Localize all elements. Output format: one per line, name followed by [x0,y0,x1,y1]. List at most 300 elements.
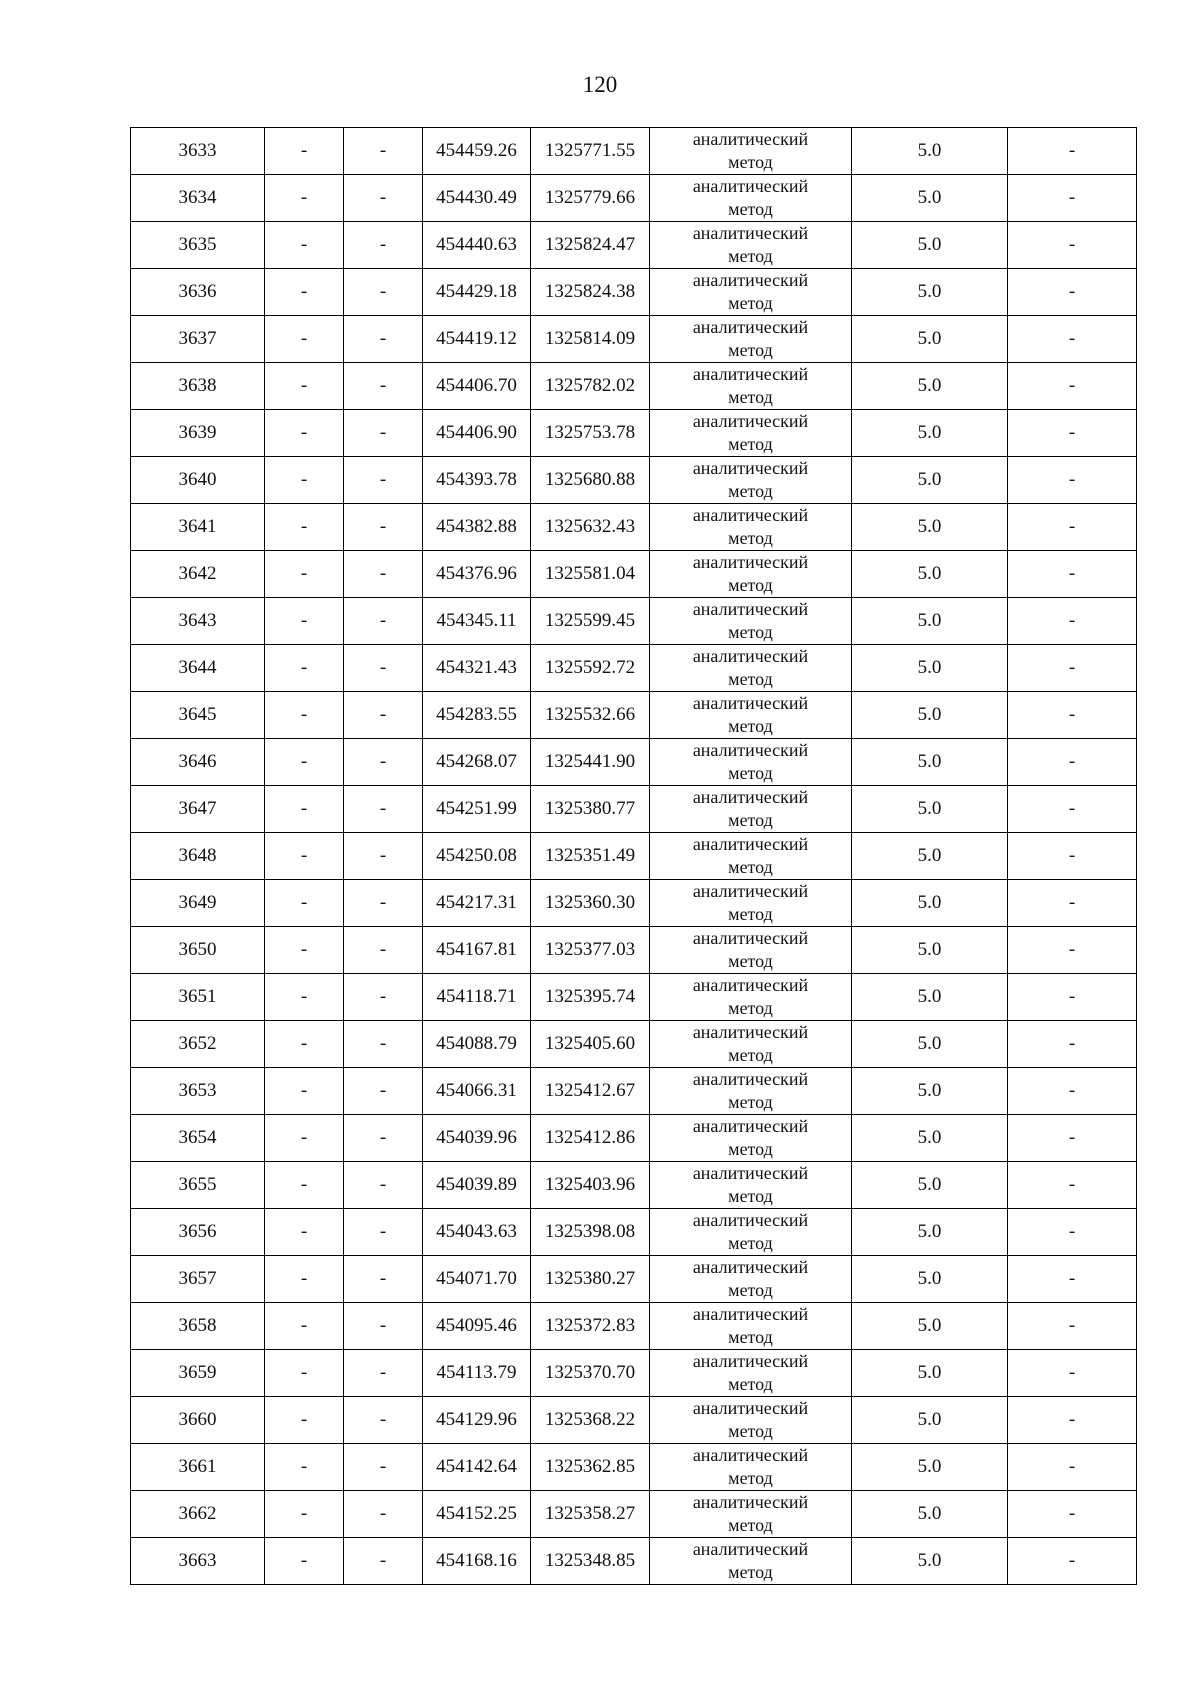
accuracy-cell: 5.0 [852,410,1008,457]
method-cell [650,1303,852,1350]
empty-cell-8: - [1008,692,1137,739]
empty-cell-2: - [265,927,344,974]
method-line-2: метод [728,1233,773,1253]
empty-cell-2: - [265,410,344,457]
x-coordinate-cell: 454250.08 [423,833,531,880]
x-coordinate-cell: 454167.81 [423,927,531,974]
method-line-2: метод [728,387,773,407]
x-coordinate-cell: 454345.11 [423,598,531,645]
accuracy-cell: 5.0 [852,598,1008,645]
y-coordinate-cell: 1325358.27 [531,1491,650,1538]
table-row [131,927,1137,974]
coordinates-table [130,127,1137,1585]
table-row [131,1538,1137,1585]
x-coordinate-cell: 454419.12 [423,316,531,363]
y-coordinate-cell: 1325680.88 [531,457,650,504]
x-coordinate-cell: 454071.70 [423,1256,531,1303]
method-line-2: метод [728,763,773,783]
table-row [131,880,1137,927]
x-coordinate-cell: 454376.96 [423,551,531,598]
accuracy-cell: 5.0 [852,363,1008,410]
table-row [131,1209,1137,1256]
empty-cell-8: - [1008,1444,1137,1491]
method-line-2: метод [728,1468,773,1488]
empty-cell-8: - [1008,175,1137,222]
table-row [131,457,1137,504]
empty-cell-3: - [344,1350,423,1397]
method-line-1: аналитический [692,1351,809,1371]
method-line-1: аналитический [692,1116,809,1136]
method-cell [650,222,852,269]
empty-cell-3: - [344,974,423,1021]
page-number: 120 [582,72,618,97]
accuracy-cell: 5.0 [852,1491,1008,1538]
x-coordinate-cell: 454406.70 [423,363,531,410]
method-line-1: аналитический [692,552,809,572]
method-line-2: метод [728,246,773,266]
empty-cell-3: - [344,1303,423,1350]
empty-cell-3: - [344,1491,423,1538]
table-row [131,739,1137,786]
empty-cell-2: - [265,175,344,222]
point-number-cell: 3636 [131,269,265,316]
empty-cell-2: - [265,457,344,504]
method-line-1: аналитический [692,787,809,807]
point-number-cell: 3633 [131,128,265,175]
table-row [131,1350,1137,1397]
accuracy-cell: 5.0 [852,128,1008,175]
empty-cell-3: - [344,175,423,222]
x-coordinate-cell: 454321.43 [423,645,531,692]
method-line-1: аналитический [692,975,809,995]
point-number-cell: 3638 [131,363,265,410]
method-cell [650,128,852,175]
empty-cell-3: - [344,1256,423,1303]
x-coordinate-cell: 454440.63 [423,222,531,269]
method-line-1: аналитический [692,1069,809,1089]
method-line-1: аналитический [692,1210,809,1230]
accuracy-cell: 5.0 [852,222,1008,269]
method-line-2: метод [728,622,773,642]
empty-cell-8: - [1008,927,1137,974]
x-coordinate-cell: 454382.88 [423,504,531,551]
table-row [131,1491,1137,1538]
method-cell [650,927,852,974]
point-number-cell: 3659 [131,1350,265,1397]
empty-cell-8: - [1008,504,1137,551]
point-number-cell: 3635 [131,222,265,269]
y-coordinate-cell: 1325372.83 [531,1303,650,1350]
empty-cell-8: - [1008,1538,1137,1585]
method-cell [650,880,852,927]
point-number-cell: 3654 [131,1115,265,1162]
y-coordinate-cell: 1325368.22 [531,1397,650,1444]
empty-cell-2: - [265,692,344,739]
empty-cell-3: - [344,1397,423,1444]
point-number-cell: 3658 [131,1303,265,1350]
empty-cell-3: - [344,1209,423,1256]
point-number-cell: 3649 [131,880,265,927]
empty-cell-8: - [1008,974,1137,1021]
method-line-1: аналитический [692,1492,809,1512]
point-number-cell: 3642 [131,551,265,598]
empty-cell-8: - [1008,269,1137,316]
y-coordinate-cell: 1325377.03 [531,927,650,974]
empty-cell-2: - [265,1397,344,1444]
method-line-2: метод [728,152,773,172]
point-number-cell: 3655 [131,1162,265,1209]
y-coordinate-cell: 1325753.78 [531,410,650,457]
method-line-2: метод [728,1421,773,1441]
x-coordinate-cell: 454142.64 [423,1444,531,1491]
method-cell [650,1068,852,1115]
method-line-2: метод [728,1374,773,1394]
x-coordinate-cell: 454406.90 [423,410,531,457]
empty-cell-2: - [265,316,344,363]
method-line-2: метод [728,528,773,548]
table-row [131,1162,1137,1209]
empty-cell-3: - [344,410,423,457]
empty-cell-3: - [344,457,423,504]
table-row [131,551,1137,598]
method-line-1: аналитический [692,1163,809,1183]
accuracy-cell: 5.0 [852,880,1008,927]
method-line-1: аналитический [692,693,809,713]
method-line-1: аналитический [692,176,809,196]
empty-cell-3: - [344,833,423,880]
y-coordinate-cell: 1325412.86 [531,1115,650,1162]
empty-cell-2: - [265,974,344,1021]
method-line-1: аналитический [692,1257,809,1277]
accuracy-cell: 5.0 [852,1444,1008,1491]
table-row [131,504,1137,551]
y-coordinate-cell: 1325398.08 [531,1209,650,1256]
table-row [131,1068,1137,1115]
accuracy-cell: 5.0 [852,692,1008,739]
point-number-cell: 3639 [131,410,265,457]
method-line-1: аналитический [692,928,809,948]
y-coordinate-cell: 1325771.55 [531,128,650,175]
empty-cell-2: - [265,786,344,833]
empty-cell-8: - [1008,128,1137,175]
method-line-1: аналитический [692,646,809,666]
y-coordinate-cell: 1325380.27 [531,1256,650,1303]
method-line-1: аналитический [692,411,809,431]
point-number-cell: 3651 [131,974,265,1021]
point-number-cell: 3653 [131,1068,265,1115]
empty-cell-2: - [265,1209,344,1256]
method-cell [650,457,852,504]
method-cell [650,1162,852,1209]
empty-cell-8: - [1008,1068,1137,1115]
table-row [131,316,1137,363]
empty-cell-8: - [1008,1021,1137,1068]
x-coordinate-cell: 454039.89 [423,1162,531,1209]
table-row [131,1397,1137,1444]
empty-cell-2: - [265,1350,344,1397]
table-row [131,1256,1137,1303]
table-row [131,974,1137,1021]
empty-cell-8: - [1008,1256,1137,1303]
empty-cell-3: - [344,551,423,598]
empty-cell-3: - [344,1021,423,1068]
accuracy-cell: 5.0 [852,551,1008,598]
method-line-2: метод [728,1139,773,1159]
empty-cell-3: - [344,1068,423,1115]
empty-cell-8: - [1008,598,1137,645]
empty-cell-2: - [265,739,344,786]
x-coordinate-cell: 454168.16 [423,1538,531,1585]
method-line-2: метод [728,1186,773,1206]
method-cell [650,598,852,645]
table-row [131,1115,1137,1162]
method-line-2: метод [728,669,773,689]
empty-cell-3: - [344,1115,423,1162]
method-line-2: метод [728,1092,773,1112]
accuracy-cell: 5.0 [852,1209,1008,1256]
empty-cell-8: - [1008,739,1137,786]
method-cell [650,551,852,598]
method-cell [650,504,852,551]
method-line-2: метод [728,998,773,1018]
y-coordinate-cell: 1325599.45 [531,598,650,645]
method-cell [650,974,852,1021]
method-cell [650,316,852,363]
point-number-cell: 3650 [131,927,265,974]
y-coordinate-cell: 1325370.70 [531,1350,650,1397]
x-coordinate-cell: 454430.49 [423,175,531,222]
empty-cell-8: - [1008,880,1137,927]
empty-cell-2: - [265,598,344,645]
accuracy-cell: 5.0 [852,739,1008,786]
empty-cell-3: - [344,128,423,175]
accuracy-cell: 5.0 [852,1538,1008,1585]
accuracy-cell: 5.0 [852,269,1008,316]
empty-cell-8: - [1008,1350,1137,1397]
empty-cell-3: - [344,269,423,316]
empty-cell-2: - [265,363,344,410]
point-number-cell: 3647 [131,786,265,833]
method-cell [650,1256,852,1303]
table-row [131,692,1137,739]
x-coordinate-cell: 454095.46 [423,1303,531,1350]
empty-cell-2: - [265,1068,344,1115]
accuracy-cell: 5.0 [852,1350,1008,1397]
empty-cell-2: - [265,1115,344,1162]
x-coordinate-cell: 454268.07 [423,739,531,786]
empty-cell-3: - [344,645,423,692]
y-coordinate-cell: 1325395.74 [531,974,650,1021]
table-row [131,175,1137,222]
table-row [131,1021,1137,1068]
method-line-1: аналитический [692,834,809,854]
method-line-1: аналитический [692,740,809,760]
empty-cell-8: - [1008,222,1137,269]
empty-cell-8: - [1008,1491,1137,1538]
method-cell [650,410,852,457]
point-number-cell: 3643 [131,598,265,645]
empty-cell-3: - [344,222,423,269]
method-line-1: аналитический [692,1539,809,1559]
empty-cell-8: - [1008,786,1137,833]
accuracy-cell: 5.0 [852,974,1008,1021]
y-coordinate-cell: 1325532.66 [531,692,650,739]
x-coordinate-cell: 454118.71 [423,974,531,1021]
empty-cell-8: - [1008,1115,1137,1162]
point-number-cell: 3646 [131,739,265,786]
empty-cell-3: - [344,1162,423,1209]
point-number-cell: 3644 [131,645,265,692]
accuracy-cell: 5.0 [852,786,1008,833]
empty-cell-2: - [265,269,344,316]
method-line-2: метод [728,293,773,313]
method-line-2: метод [728,575,773,595]
accuracy-cell: 5.0 [852,175,1008,222]
empty-cell-3: - [344,880,423,927]
method-cell [650,833,852,880]
method-line-1: аналитический [692,270,809,290]
method-line-2: метод [728,716,773,736]
accuracy-cell: 5.0 [852,833,1008,880]
y-coordinate-cell: 1325592.72 [531,645,650,692]
empty-cell-2: - [265,833,344,880]
empty-cell-2: - [265,1162,344,1209]
method-line-2: метод [728,1280,773,1300]
point-number-cell: 3641 [131,504,265,551]
x-coordinate-cell: 454043.63 [423,1209,531,1256]
x-coordinate-cell: 454459.26 [423,128,531,175]
empty-cell-8: - [1008,457,1137,504]
empty-cell-2: - [265,1303,344,1350]
table-row [131,645,1137,692]
empty-cell-8: - [1008,645,1137,692]
method-line-2: метод [728,1327,773,1347]
accuracy-cell: 5.0 [852,927,1008,974]
method-line-1: аналитический [692,364,809,384]
x-coordinate-cell: 454283.55 [423,692,531,739]
y-coordinate-cell: 1325403.96 [531,1162,650,1209]
empty-cell-8: - [1008,363,1137,410]
accuracy-cell: 5.0 [852,457,1008,504]
y-coordinate-cell: 1325824.38 [531,269,650,316]
method-cell [650,269,852,316]
empty-cell-3: - [344,739,423,786]
x-coordinate-cell: 454251.99 [423,786,531,833]
table-row [131,410,1137,457]
empty-cell-3: - [344,786,423,833]
method-line-1: аналитический [692,1304,809,1324]
point-number-cell: 3663 [131,1538,265,1585]
point-number-cell: 3648 [131,833,265,880]
y-coordinate-cell: 1325814.09 [531,316,650,363]
accuracy-cell: 5.0 [852,1256,1008,1303]
empty-cell-2: - [265,551,344,598]
empty-cell-2: - [265,504,344,551]
x-coordinate-cell: 454088.79 [423,1021,531,1068]
method-line-1: аналитический [692,881,809,901]
point-number-cell: 3634 [131,175,265,222]
method-line-1: аналитический [692,505,809,525]
x-coordinate-cell: 454393.78 [423,457,531,504]
point-number-cell: 3645 [131,692,265,739]
method-cell [650,645,852,692]
point-number-cell: 3661 [131,1444,265,1491]
y-coordinate-cell: 1325782.02 [531,363,650,410]
method-cell [650,1021,852,1068]
method-line-2: метод [728,1515,773,1535]
empty-cell-3: - [344,598,423,645]
method-line-2: метод [728,481,773,501]
method-line-1: аналитический [692,317,809,337]
method-cell [650,1538,852,1585]
x-coordinate-cell: 454039.96 [423,1115,531,1162]
method-cell [650,1209,852,1256]
y-coordinate-cell: 1325824.47 [531,222,650,269]
x-coordinate-cell: 454129.96 [423,1397,531,1444]
method-line-1: аналитический [692,458,809,478]
method-cell [650,175,852,222]
point-number-cell: 3656 [131,1209,265,1256]
table-row [131,833,1137,880]
empty-cell-2: - [265,1256,344,1303]
accuracy-cell: 5.0 [852,1068,1008,1115]
accuracy-cell: 5.0 [852,504,1008,551]
method-line-2: метод [728,857,773,877]
point-number-cell: 3660 [131,1397,265,1444]
method-line-2: метод [728,810,773,830]
empty-cell-2: - [265,1444,344,1491]
point-number-cell: 3637 [131,316,265,363]
method-line-1: аналитический [692,1445,809,1465]
empty-cell-8: - [1008,1303,1137,1350]
table-row [131,222,1137,269]
method-line-2: метод [728,1562,773,1582]
y-coordinate-cell: 1325351.49 [531,833,650,880]
empty-cell-2: - [265,645,344,692]
accuracy-cell: 5.0 [852,1303,1008,1350]
empty-cell-8: - [1008,316,1137,363]
empty-cell-8: - [1008,410,1137,457]
x-coordinate-cell: 454066.31 [423,1068,531,1115]
empty-cell-3: - [344,316,423,363]
table-row [131,128,1137,175]
empty-cell-2: - [265,222,344,269]
y-coordinate-cell: 1325779.66 [531,175,650,222]
empty-cell-8: - [1008,1162,1137,1209]
point-number-cell: 3652 [131,1021,265,1068]
method-cell [650,1115,852,1162]
y-coordinate-cell: 1325441.90 [531,739,650,786]
empty-cell-3: - [344,363,423,410]
empty-cell-3: - [344,1538,423,1585]
accuracy-cell: 5.0 [852,1021,1008,1068]
empty-cell-3: - [344,692,423,739]
method-line-2: метод [728,1045,773,1065]
method-line-2: метод [728,340,773,360]
empty-cell-2: - [265,1021,344,1068]
accuracy-cell: 5.0 [852,316,1008,363]
table-row [131,269,1137,316]
method-line-2: метод [728,199,773,219]
table-row [131,1444,1137,1491]
accuracy-cell: 5.0 [852,1397,1008,1444]
x-coordinate-cell: 454429.18 [423,269,531,316]
table-row [131,786,1137,833]
empty-cell-8: - [1008,1209,1137,1256]
empty-cell-3: - [344,927,423,974]
empty-cell-2: - [265,1538,344,1585]
y-coordinate-cell: 1325380.77 [531,786,650,833]
